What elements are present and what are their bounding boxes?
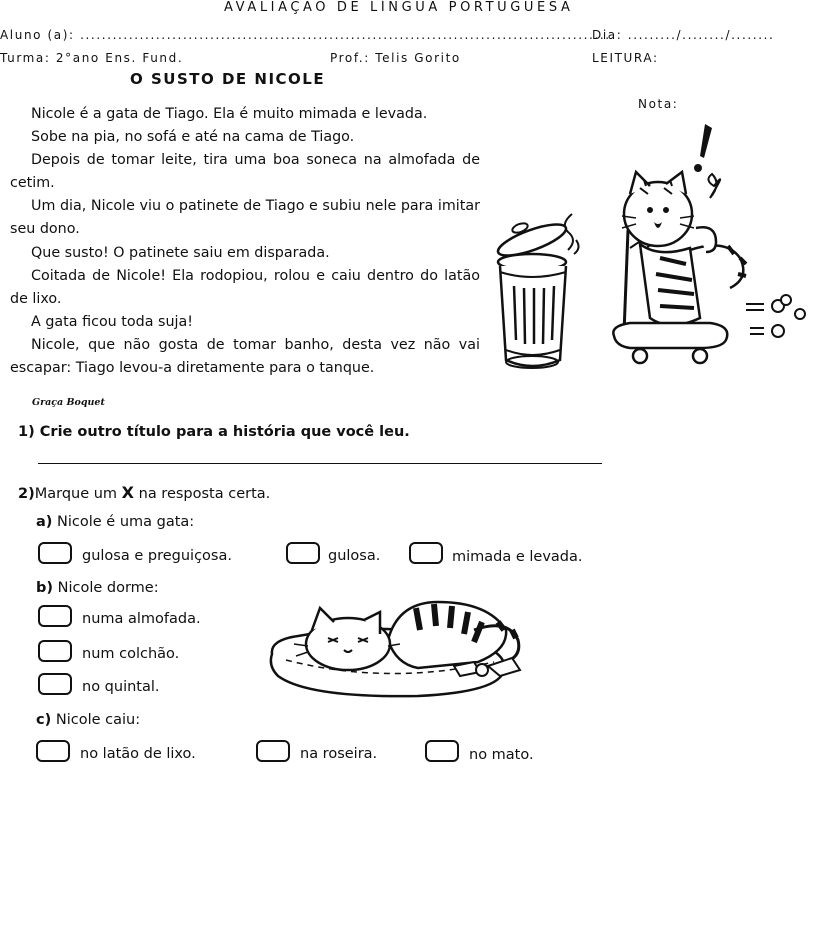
story-title: O SUSTO DE NICOLE	[130, 70, 326, 88]
worksheet-title: AVALIAÇÃO DE LÍNGUA PORTUGUESA	[224, 0, 574, 15]
sleeping-cat-icon	[268, 600, 530, 700]
subquestion-label: c)	[36, 712, 52, 728]
checkbox-c-2[interactable]	[256, 740, 290, 762]
class-label: Turma: 2°ano Ens. Fund.	[0, 51, 184, 65]
cat-on-scooter-icon	[600, 118, 815, 373]
story-author: Graça Boquet	[32, 397, 105, 408]
subquestion-label: b)	[36, 580, 54, 596]
checkbox-b-2[interactable]	[38, 640, 72, 662]
answer-line[interactable]	[38, 463, 602, 464]
story-text	[10, 103, 480, 380]
checkbox-b-1[interactable]	[38, 605, 72, 627]
option-c-1: no latão de lixo.	[80, 746, 196, 762]
checkbox-b-3[interactable]	[38, 673, 72, 695]
question-number: 2)	[18, 486, 35, 502]
story-paragraph: Um dia, Nicole viu o patinete de Tiago e subiu nele para imitar seu dono.	[10, 198, 480, 238]
checkbox-a-2[interactable]	[286, 542, 320, 564]
subquestion-prompt: Nicole é uma gata:	[57, 514, 195, 530]
teacher-label: Prof.: Telis Gorito	[330, 51, 461, 65]
option-c-3: no mato.	[469, 747, 534, 763]
checkbox-c-3[interactable]	[425, 740, 459, 762]
question-number: 1)	[18, 424, 35, 440]
question-text: Crie outro título para a história que você leu.	[39, 424, 410, 440]
checkbox-a-3[interactable]	[409, 542, 443, 564]
option-b-1: numa almofada.	[82, 611, 201, 627]
story-paragraph: Que susto! O patinete saiu em disparada.	[31, 244, 330, 261]
story-paragraph: A gata ficou toda suja!	[31, 313, 193, 330]
checkbox-c-1[interactable]	[36, 740, 70, 762]
checkbox-a-1[interactable]	[38, 542, 72, 564]
option-a-3: mimada e levada.	[452, 549, 583, 565]
trash-can-icon	[490, 210, 600, 380]
story-paragraph: Nicole, que não gosta de tomar banho, desta vez não vai escapar: Tiago levou-a diretamente para o tanque.	[10, 336, 480, 377]
option-c-2: na roseira.	[300, 746, 378, 762]
grade-field[interactable]: Nota:	[638, 97, 679, 111]
option-a-1: gulosa e preguiçosa.	[82, 548, 232, 564]
subquestion-a	[36, 514, 194, 530]
story-paragraph: Sobe na pia, no sofá e até na cama de Tiago.	[31, 129, 355, 146]
subquestion-label: a)	[36, 514, 53, 530]
question-text: na resposta certa.	[138, 486, 271, 502]
story-paragraph: Coitada de Nicole! Ela rodopiou, rolou e caiu dentro do latão de lixo.	[10, 267, 480, 307]
student-name-field[interactable]: Aluno (a): ..................................................................................................	[0, 28, 611, 42]
question-text: Marque um	[34, 486, 118, 502]
story-paragraph: Nicole é a gata de Tiago. Ela é muito mimada e levada.	[31, 106, 428, 122]
subquestion-c	[36, 712, 140, 728]
subquestion-prompt: Nicole caiu:	[55, 712, 141, 728]
date-field[interactable]: Dia: ........./......../........	[592, 28, 775, 42]
story-paragraph: Depois de tomar leite, tira uma boa soneca na almofada de cetim.	[10, 152, 480, 192]
option-b-3: no quintal.	[82, 679, 160, 695]
question-2	[18, 483, 270, 502]
question-1	[18, 424, 410, 440]
section-label: LEITURA:	[592, 51, 659, 65]
x-mark: X	[121, 483, 135, 502]
option-a-2: gulosa.	[328, 548, 381, 564]
option-b-2: num colchão.	[82, 646, 180, 662]
subquestion-prompt: Nicole dorme:	[57, 580, 159, 596]
subquestion-b	[36, 580, 159, 596]
